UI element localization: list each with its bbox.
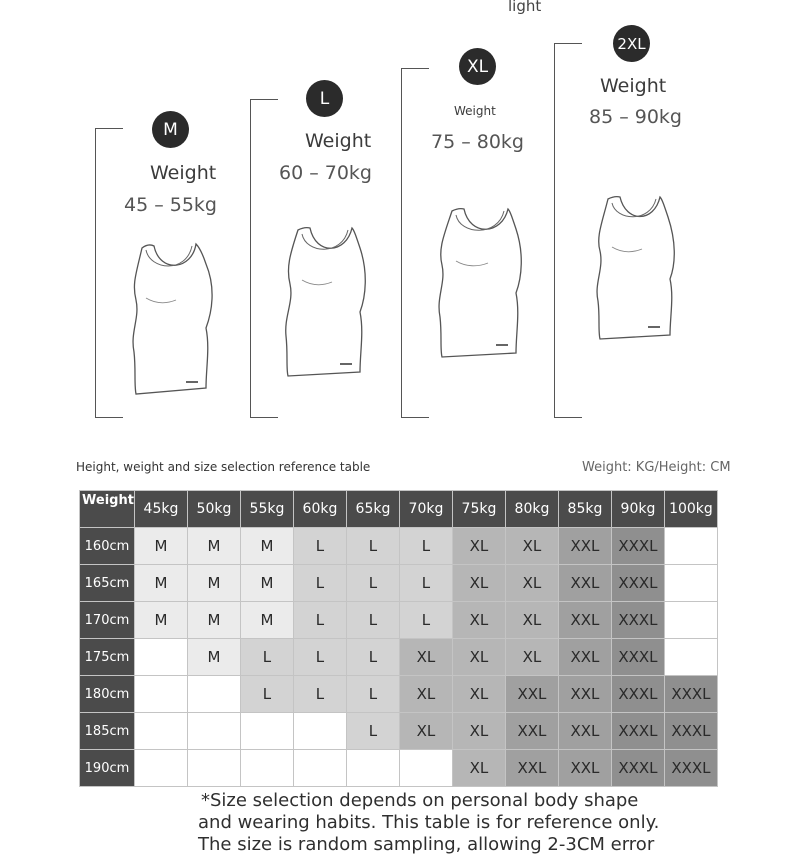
size-cell: L <box>399 602 452 639</box>
bracket-line <box>250 99 278 100</box>
weight-header: 60kg <box>293 491 346 528</box>
size-cell: L <box>399 565 452 602</box>
tank-top-illustration <box>434 205 524 361</box>
tank-top-illustration <box>592 193 676 343</box>
size-cell: XXXL <box>611 528 664 565</box>
table-body <box>80 528 718 787</box>
size-cell: M <box>187 528 240 565</box>
size-cell <box>399 750 452 787</box>
size-cell: M <box>134 602 187 639</box>
size-cell: L <box>346 713 399 750</box>
footnote-line: and wearing habits. This table is for reference only. <box>198 812 660 833</box>
size-cell: M <box>187 565 240 602</box>
weight-header: 85kg <box>558 491 611 528</box>
size-cell: XXXL <box>664 713 717 750</box>
size-cell: XXL <box>558 639 611 676</box>
size-badge: M <box>152 111 189 148</box>
size-cell: XXXL <box>611 639 664 676</box>
height-header: 175cm <box>80 639 135 676</box>
size-cell: XXXL <box>611 713 664 750</box>
size-cell <box>293 713 346 750</box>
size-cell: L <box>346 528 399 565</box>
size-cell: L <box>346 565 399 602</box>
size-cell: L <box>399 528 452 565</box>
size-cell: XXXL <box>664 750 717 787</box>
weight-header: 55kg <box>240 491 293 528</box>
size-cell <box>187 750 240 787</box>
size-cell: XXL <box>558 676 611 713</box>
table-row <box>80 676 718 713</box>
weight-header: 90kg <box>611 491 664 528</box>
size-cell: XXL <box>558 565 611 602</box>
size-cell: XL <box>452 713 505 750</box>
height-header: 165cm <box>80 565 135 602</box>
size-cell: XXXL <box>611 750 664 787</box>
height-header: 170cm <box>80 602 135 639</box>
weight-range: 85 – 90kg <box>589 106 682 128</box>
table-units: Weight: KG/Height: CM <box>582 460 731 475</box>
corner-cell: Weight <box>80 491 135 528</box>
size-cell <box>346 750 399 787</box>
size-badge: 2XL <box>613 25 650 62</box>
size-cell <box>664 528 717 565</box>
size-cell: M <box>187 639 240 676</box>
weight-header: 80kg <box>505 491 558 528</box>
size-cell: XL <box>452 750 505 787</box>
size-cell: M <box>134 528 187 565</box>
size-cell: XL <box>505 639 558 676</box>
table-row <box>80 565 718 602</box>
bracket-line <box>401 417 429 418</box>
size-cell: XL <box>452 565 505 602</box>
weight-label: Weight <box>600 75 667 97</box>
size-cell: XXL <box>505 676 558 713</box>
bracket-line <box>554 43 555 418</box>
height-header: 190cm <box>80 750 135 787</box>
tank-top-illustration <box>126 240 216 398</box>
table-title: Height, weight and size selection reference table <box>76 460 371 474</box>
size-cell: XL <box>452 602 505 639</box>
size-cell: M <box>134 565 187 602</box>
size-cell: XXL <box>558 713 611 750</box>
size-cell: XXXL <box>611 676 664 713</box>
size-cell: XL <box>505 565 558 602</box>
size-cell: XL <box>452 676 505 713</box>
weight-header: 75kg <box>452 491 505 528</box>
bracket-line <box>95 128 123 129</box>
size-cell: XXL <box>505 713 558 750</box>
size-cell: XXXL <box>611 565 664 602</box>
table-header-row <box>80 491 718 528</box>
height-header: 160cm <box>80 528 135 565</box>
top-caption: light <box>508 0 542 15</box>
size-cell: M <box>187 602 240 639</box>
size-cell <box>240 713 293 750</box>
table-row <box>80 528 718 565</box>
size-cell: L <box>346 676 399 713</box>
size-cell: XL <box>399 676 452 713</box>
height-header: 185cm <box>80 713 135 750</box>
size-cell: XL <box>399 639 452 676</box>
size-reference-table <box>79 490 718 787</box>
weight-range: 60 – 70kg <box>279 162 372 184</box>
tank-top-illustration <box>280 224 368 380</box>
table-row <box>80 639 718 676</box>
size-cell: L <box>293 528 346 565</box>
weight-header: 65kg <box>346 491 399 528</box>
size-cell: M <box>240 565 293 602</box>
size-cell: L <box>346 602 399 639</box>
size-cell: L <box>240 676 293 713</box>
bracket-line <box>401 68 402 418</box>
bracket-line <box>250 417 278 418</box>
size-cell: XXL <box>558 750 611 787</box>
bracket-line <box>95 417 123 418</box>
size-cell <box>187 713 240 750</box>
footnote-line: The size is random sampling, allowing 2-3CM error <box>198 834 655 855</box>
size-cell <box>664 602 717 639</box>
table-row <box>80 713 718 750</box>
weight-range: 45 – 55kg <box>124 194 217 216</box>
bracket-line <box>250 99 251 418</box>
bracket-line <box>95 128 96 418</box>
size-cell: XXL <box>558 602 611 639</box>
size-cell <box>240 750 293 787</box>
weight-range: 75 – 80kg <box>431 131 524 153</box>
height-header: 180cm <box>80 676 135 713</box>
bracket-line <box>554 417 582 418</box>
size-cell: L <box>293 676 346 713</box>
size-cell: L <box>293 565 346 602</box>
size-cell: L <box>293 602 346 639</box>
table-row <box>80 602 718 639</box>
size-cell <box>134 750 187 787</box>
size-cell: XXXL <box>611 602 664 639</box>
size-cell: L <box>240 639 293 676</box>
bracket-line <box>554 43 582 44</box>
weight-label: Weight <box>150 162 217 184</box>
size-cell <box>664 639 717 676</box>
size-badge: XL <box>459 48 496 85</box>
weight-label: Weight <box>454 104 496 118</box>
size-cell <box>293 750 346 787</box>
size-cell: M <box>240 528 293 565</box>
size-cell <box>187 676 240 713</box>
size-cell: L <box>293 639 346 676</box>
size-cell: XXL <box>505 750 558 787</box>
size-badge: L <box>306 80 343 117</box>
size-cell: XL <box>505 528 558 565</box>
weight-header: 45kg <box>134 491 187 528</box>
size-cell: XL <box>505 602 558 639</box>
size-cell <box>134 639 187 676</box>
footnote <box>198 790 681 856</box>
size-cell <box>664 565 717 602</box>
size-cell: XL <box>452 528 505 565</box>
footnote-line: *Size selection depends on personal body shape <box>201 790 639 811</box>
size-cell <box>134 713 187 750</box>
size-cell: M <box>240 602 293 639</box>
size-cell: XL <box>399 713 452 750</box>
size-cell <box>134 676 187 713</box>
bracket-line <box>401 68 429 69</box>
weight-header: 100kg <box>664 491 717 528</box>
weight-label: Weight <box>305 130 372 152</box>
size-cell: XL <box>452 639 505 676</box>
size-cell: L <box>346 639 399 676</box>
weight-header: 70kg <box>399 491 452 528</box>
table-row <box>80 750 718 787</box>
weight-header: 50kg <box>187 491 240 528</box>
size-cell: XXL <box>558 528 611 565</box>
size-cell: XXXL <box>664 676 717 713</box>
